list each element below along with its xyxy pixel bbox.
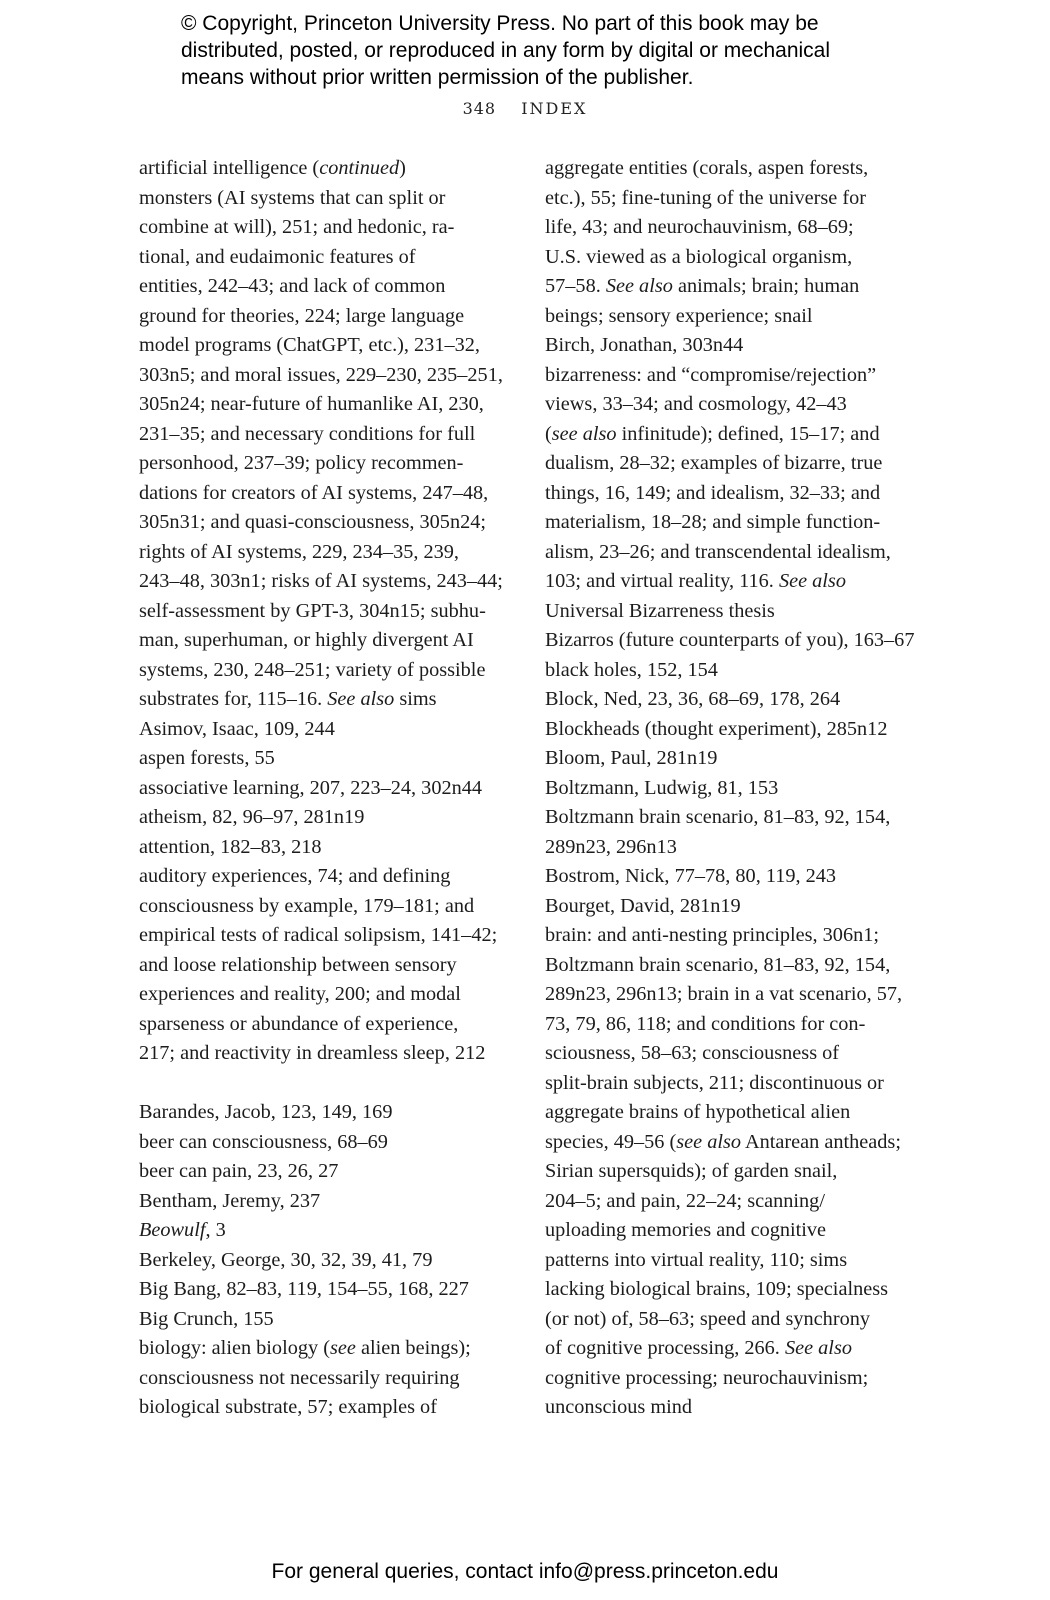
letter-group-gap xyxy=(139,1069,529,1099)
index-entry-line: uploading memories and cognitive xyxy=(545,1219,827,1241)
copyright-line: distributed, posted, or reproduced in any form by digital or mechanical xyxy=(181,39,831,62)
index-entry-line: 289n23, 296n13; brain in a vat scenario, 57, xyxy=(545,983,903,1005)
index-entry-line: associative learning, 207, 223–24, 302n44 xyxy=(139,776,483,799)
index-entry-line: life, 43; and neurochauvinism, 68–69; xyxy=(545,216,854,238)
index-entry-line: Sirian supersquids); of garden snail, xyxy=(545,1160,838,1182)
index-entry-line: empirical tests of radical solipsism, 141–42; xyxy=(139,924,498,946)
index-entry-line: 289n23, 296n13 xyxy=(545,835,677,858)
index-entry-line: Bloom, Paul, 281n19 xyxy=(545,747,718,769)
index-entry-line: 73, 79, 86, 118; and conditions for con- xyxy=(545,1012,866,1035)
index-entry xyxy=(545,626,920,656)
footer-contact: For general queries, contact info@press.princeton.edu xyxy=(271,1560,779,1583)
index-entry-line: lacking biological brains, 109; specialness xyxy=(545,1278,889,1300)
index-entry-line: rights of AI systems, 229, 234–35, 239, xyxy=(139,540,459,563)
running-head xyxy=(0,99,1050,118)
index-entry xyxy=(545,774,920,804)
index-entry-line: Boltzmann brain scenario, 81–83, 92, 154, xyxy=(545,806,891,828)
index-entry xyxy=(545,921,920,1423)
index-entry-line: materialism, 18–28; and simple function- xyxy=(545,511,881,533)
index-entry xyxy=(139,154,529,715)
index-entry xyxy=(139,1246,529,1276)
index-entry-line: etc.), 55; fine-tuning of the universe for xyxy=(545,186,867,209)
index-entry xyxy=(139,774,529,804)
index-entry-line: beings; sensory experience; snail xyxy=(545,304,813,327)
index-entry xyxy=(545,154,920,331)
index-entry-line: Big Crunch, 155 xyxy=(139,1307,274,1330)
index-entry-line: beer can pain, 23, 26, 27 xyxy=(139,1160,339,1182)
index-entry xyxy=(139,715,529,745)
index-entry-line: 57–58. See also animals; brain; human xyxy=(545,275,860,297)
index-entry-line: 243–48, 303n1; risks of AI systems, 243–44; xyxy=(139,570,503,592)
index-entry-line: species, 49–56 (see also Antarean antheads; xyxy=(545,1130,901,1153)
index-entry xyxy=(139,1187,529,1217)
index-entry-line: atheism, 82, 96–97, 281n19 xyxy=(139,806,365,828)
index-entry xyxy=(139,1305,529,1335)
index-entry-line: 204–5; and pain, 22–24; scanning/ xyxy=(545,1189,825,1212)
index-entry-line: dualism, 28–32; examples of bizarre, true xyxy=(545,452,883,474)
index-entry-line: tional, and eudaimonic features of xyxy=(139,245,416,268)
index-entry-line: black holes, 152, 154 xyxy=(545,658,718,681)
index-entry xyxy=(545,744,920,774)
index-entry-line: Universal Bizarreness thesis xyxy=(545,599,775,622)
index-entry-line: ground for theories, 224; large language xyxy=(139,304,465,327)
index-entry xyxy=(139,1216,529,1246)
index-entry-line: personhood, 237–39; policy recommen- xyxy=(139,452,464,474)
index-entry-line: substrates for, 115–16. See also sims xyxy=(139,688,437,710)
index-entry-line: sciousness, 58–63; consciousness of xyxy=(545,1042,840,1064)
index-entry-line: sparseness or abundance of experience, xyxy=(139,1012,459,1035)
index-entry xyxy=(545,361,920,627)
index-entry-line: U.S. viewed as a biological organism, xyxy=(545,245,853,268)
index-entry xyxy=(139,1157,529,1187)
index-entry-line: and loose relationship between sensory xyxy=(139,953,457,976)
index-entry xyxy=(139,1098,529,1128)
index-entry-line: biology: alien biology (see alien beings); xyxy=(139,1337,471,1359)
index-entry xyxy=(545,715,920,745)
index-entry xyxy=(545,862,920,892)
index-entry-line: Berkeley, George, 30, 32, 39, 41, 79 xyxy=(139,1248,433,1271)
index-entry-line: entities, 242–43; and lack of common xyxy=(139,275,446,297)
index-entry xyxy=(545,331,920,361)
index-entry-line: beer can consciousness, 68–69 xyxy=(139,1130,388,1153)
index-entry xyxy=(139,833,529,863)
index-entry-line: things, 16, 149; and idealism, 32–33; and xyxy=(545,481,881,504)
index-entry-line: Bourget, David, 281n19 xyxy=(545,894,741,917)
index-entry-line: Asimov, Isaac, 109, 244 xyxy=(139,717,335,740)
index-entry xyxy=(545,685,920,715)
index-entry-line: combine at will), 251; and hedonic, ra- xyxy=(139,216,455,238)
index-entry xyxy=(545,656,920,686)
index-entry-line: patterns into virtual reality, 110; sims xyxy=(545,1248,848,1271)
index-entry-line: self-assessment by GPT-3, 304n15; subhu- xyxy=(139,599,486,622)
index-entry-line: Blockheads (thought experiment), 285n12 xyxy=(545,717,888,740)
index-entry-line: man, superhuman, or highly divergent AI xyxy=(139,629,474,651)
index-entry-line: model programs (ChatGPT, etc.), 231–32, xyxy=(139,334,480,356)
index-entry xyxy=(139,744,529,774)
index-entry-line: Bentham, Jeremy, 237 xyxy=(139,1189,321,1212)
index-entry xyxy=(545,803,920,862)
index-column-left xyxy=(139,154,529,1423)
index-entry-line: aspen forests, 55 xyxy=(139,747,275,769)
index-entry-line: Bostrom, Nick, 77–78, 80, 119, 243 xyxy=(545,865,837,887)
index-entry xyxy=(139,1128,529,1158)
index-entry-line: (see also infinitude); defined, 15–17; and xyxy=(545,422,880,445)
index-entry xyxy=(139,1334,529,1423)
index-entry-line: (or not) of, 58–63; speed and synchrony xyxy=(545,1307,870,1330)
index-entry-line: monsters (AI systems that can split or xyxy=(139,186,446,209)
index-entry xyxy=(139,1275,529,1305)
index-entry-line: Boltzmann brain scenario, 81–83, 92, 154, xyxy=(545,953,891,976)
index-entry-line: biological substrate, 57; examples of xyxy=(139,1396,437,1418)
index-entry-line: Block, Ned, 23, 36, 68–69, 178, 264 xyxy=(545,688,841,710)
index-entry-line: attention, 182–83, 218 xyxy=(139,835,322,858)
index-entry-line: experiences and reality, 200; and modal xyxy=(139,983,461,1005)
index-entry-line: brain: and anti-nesting principles, 306n1; xyxy=(545,924,880,946)
index-entry-line: artificial intelligence (continued) xyxy=(139,157,406,179)
index-entry xyxy=(545,892,920,922)
index-entry-line: consciousness not necessarily requiring xyxy=(139,1366,460,1389)
copyright-notice xyxy=(181,10,901,91)
index-entry-line: 303n5; and moral issues, 229–230, 235–251, xyxy=(139,363,503,386)
copyright-line: © Copyright, Princeton University Press. No part of this book may be xyxy=(181,12,819,35)
index-entry-line: Barandes, Jacob, 123, 149, 169 xyxy=(139,1101,393,1123)
index-entry-line: dations for creators of AI systems, 247–48, xyxy=(139,481,489,504)
section-label: INDEX xyxy=(521,99,588,118)
index-entry-line: aggregate entities (corals, aspen forests, xyxy=(545,157,869,179)
index-entry-line: systems, 230, 248–251; variety of possible xyxy=(139,658,486,681)
index-entry-line: 103; and virtual reality, 116. See also xyxy=(545,570,846,592)
index-entry-line: 231–35; and necessary conditions for full xyxy=(139,422,476,445)
index-entry-line: consciousness by example, 179–181; and xyxy=(139,894,475,917)
index-entry xyxy=(139,862,529,1069)
index-column-right xyxy=(545,154,920,1423)
index-entry-line: alism, 23–26; and transcendental idealism, xyxy=(545,540,891,563)
index-entry-line: Boltzmann, Ludwig, 81, 153 xyxy=(545,776,779,799)
index-entry-line: Bizarros (future counterparts of you), 163–67 xyxy=(545,629,915,651)
index-entry-line: unconscious mind xyxy=(545,1396,693,1418)
index-entry-line: aggregate brains of hypothetical alien xyxy=(545,1101,851,1123)
index-entry-line: 305n24; near-future of humanlike AI, 230, xyxy=(139,393,484,415)
index-entry-line: bizarreness: and “compromise/rejection” xyxy=(545,363,877,386)
index-entry-line: 305n31; and quasi-consciousness, 305n24; xyxy=(139,511,486,533)
index-entry-line: of cognitive processing, 266. See also xyxy=(545,1337,852,1359)
index-entry-line: split-brain subjects, 211; discontinuous or xyxy=(545,1071,884,1094)
index-entry-line: auditory experiences, 74; and defining xyxy=(139,865,451,887)
index-entry-line: Big Bang, 82–83, 119, 154–55, 168, 227 xyxy=(139,1278,469,1300)
page-number: 348 xyxy=(462,99,497,118)
index-entry-line: cognitive processing; neurochauvinism; xyxy=(545,1366,869,1389)
index-entry-line: Birch, Jonathan, 303n44 xyxy=(545,334,744,356)
index-entry-line: 217; and reactivity in dreamless sleep, 212 xyxy=(139,1042,486,1064)
copyright-line: means without prior written permission of the publisher. xyxy=(181,66,694,89)
index-entry-line: Beowulf, 3 xyxy=(139,1219,226,1241)
index-entry-line: views, 33–34; and cosmology, 42–43 xyxy=(545,393,847,415)
index-entry xyxy=(139,803,529,833)
